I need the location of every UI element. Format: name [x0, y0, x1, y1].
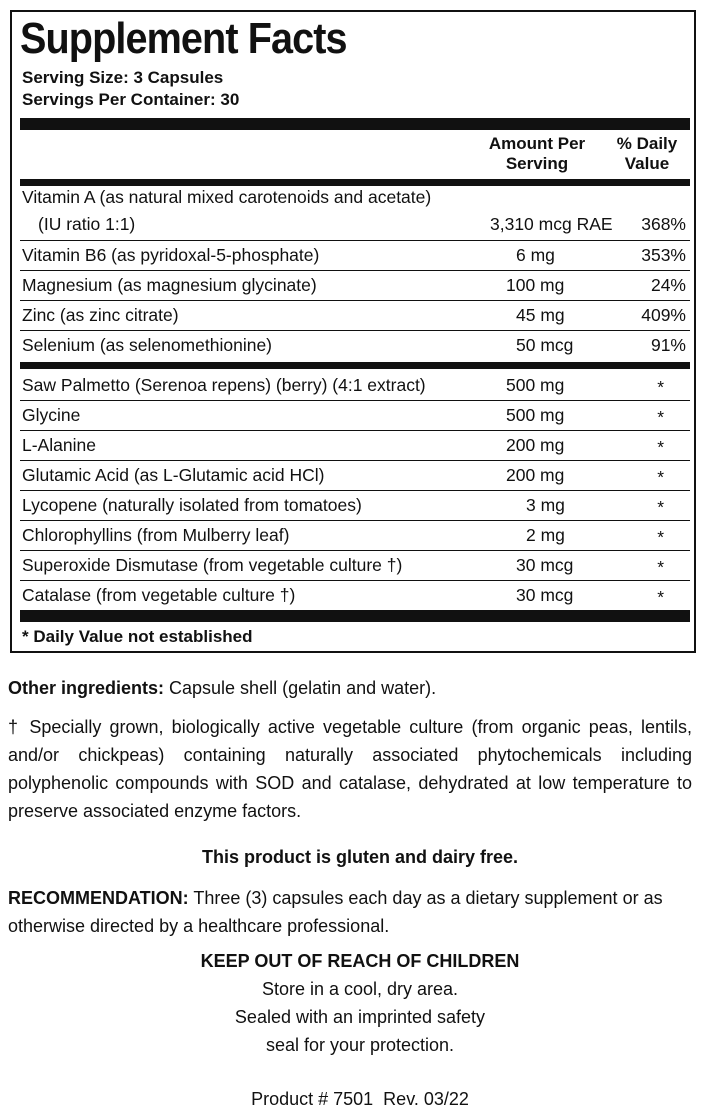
ingredient-dv: * — [657, 377, 664, 397]
nutrient-amount: 3,310 mcg RAE — [490, 214, 613, 234]
ingredient-amount: 500 mg — [506, 375, 565, 395]
ingredient-row — [20, 401, 690, 431]
storage-line-3: seal for your protection. — [265, 1035, 455, 1055]
ingredient-amount: 200 mg — [506, 465, 565, 485]
product-number: Product # 7501 Rev. 03/22 — [251, 1089, 469, 1109]
ingredient-amount: 500 mg — [506, 405, 565, 425]
storage-line-2: Sealed with an imprinted safety — [234, 1007, 486, 1027]
recommendation-label: RECOMMENDATION: — [8, 888, 189, 908]
ingredient-row — [20, 581, 690, 611]
supplement-facts-panel — [10, 10, 696, 653]
ingredient-amount: 3 mg — [526, 495, 565, 515]
ingredient-dv: * — [657, 497, 664, 517]
other-ingredients-text: Capsule shell (gelatin and water). — [164, 678, 437, 698]
ingredient-row — [20, 551, 690, 581]
storage-line-1: Store in a cool, dry area. — [261, 979, 459, 999]
nutrient-dv: 353% — [641, 245, 686, 265]
nutrient-name: Vitamin B6 (as pyridoxal-5-phosphate) — [22, 245, 320, 265]
ingredient-name: Catalase (from vegetable culture †) — [22, 585, 296, 605]
gluten-statement: This product is gluten and dairy free. — [201, 847, 519, 867]
ingredient-row — [20, 521, 690, 551]
other-ingredients-label: Other ingredients: — [8, 678, 165, 698]
ingredient-amount: 30 mcg — [516, 585, 574, 605]
nutrient-amount: 50 mcg — [516, 335, 574, 355]
ingredient-row — [20, 461, 690, 491]
ingredient-dv: * — [657, 587, 664, 607]
nutrient-row — [20, 301, 690, 331]
other-ingredients — [8, 674, 694, 702]
divider-thick-bottom — [20, 610, 690, 622]
ingredient-dv: * — [657, 527, 664, 547]
ingredient-amount: 200 mg — [506, 435, 565, 455]
serving-size: Serving Size: 3 Capsules — [22, 68, 224, 87]
ingredient-amount: 30 mcg — [516, 555, 574, 575]
amount-column-header: Amount Per Serving — [488, 134, 586, 173]
ingredient-amount: 2 mg — [526, 525, 565, 545]
footnote-daily-value: * Daily Value not established — [22, 627, 253, 646]
nutrient-dv: 409% — [641, 305, 686, 325]
recommendation-text: Three (3) capsules each day as a dietary supplement or as otherwise directed by a healthcare professional. — [8, 888, 663, 936]
ingredient-name: Glycine — [22, 405, 81, 425]
nutrient-dv: 368% — [641, 214, 686, 234]
ingredient-dv: * — [657, 437, 664, 457]
keep-out-warning: KEEP OUT OF REACH OF CHILDREN — [200, 951, 520, 971]
nutrient-name: Zinc (as zinc citrate) — [22, 305, 179, 325]
divider-section — [20, 362, 690, 369]
ingredient-name: Chlorophyllins (from Mulberry leaf) — [22, 525, 290, 545]
panel-title: Supplement Facts — [20, 14, 347, 63]
nutrient-row — [20, 271, 690, 301]
ingredient-name: Lycopene (naturally isolated from tomatoes) — [22, 495, 362, 515]
nutrient-row-vitamin-a — [20, 187, 690, 241]
nutrient-amount: 45 mg — [516, 305, 565, 325]
nutrient-name: Magnesium (as magnesium glycinate) — [22, 275, 317, 295]
ingredient-dv: * — [657, 407, 664, 427]
nutrient-name: Selenium (as selenomethionine) — [22, 335, 272, 355]
ingredient-row — [20, 491, 690, 521]
ingredient-name: Saw Palmetto (Serenoa repens) (berry) (4:1 extract) — [22, 375, 426, 395]
recommendation — [8, 884, 688, 940]
divider-header — [20, 179, 690, 186]
ingredient-name: Glutamic Acid (as L-Glutamic acid HCl) — [22, 465, 325, 485]
nutrient-name: Vitamin A (as natural mixed carotenoids and acetate) — [22, 187, 432, 207]
dv-column-header: % Daily Value — [616, 134, 678, 173]
ingredient-row — [20, 371, 690, 401]
ingredient-row — [20, 431, 690, 461]
nutrient-amount: 6 mg — [516, 245, 555, 265]
ingredient-dv: * — [657, 557, 664, 577]
nutrient-dv: 24% — [650, 275, 686, 295]
nutrient-name-cont: (IU ratio 1:1) — [38, 214, 136, 234]
ingredient-name: L-Alanine — [22, 435, 96, 455]
divider-thick — [20, 118, 690, 130]
dagger-note: † Specially grown, biologically active vegetable culture (from organic peas, lentils, and/or chickpeas) containing naturally associated phytochemicals including polyphenolic compounds with SOD and catalase, dehydrated at low temperature to preserve associated enzyme factors. — [8, 717, 692, 821]
ingredient-dv: * — [657, 467, 664, 487]
ingredient-name: Superoxide Dismutase (from vegetable culture †) — [22, 555, 403, 575]
nutrient-row — [20, 241, 690, 271]
servings-per-container: Servings Per Container: 30 — [22, 90, 240, 109]
nutrient-row — [20, 331, 690, 361]
nutrient-dv: 91% — [650, 335, 686, 355]
nutrient-amount: 100 mg — [506, 275, 565, 295]
